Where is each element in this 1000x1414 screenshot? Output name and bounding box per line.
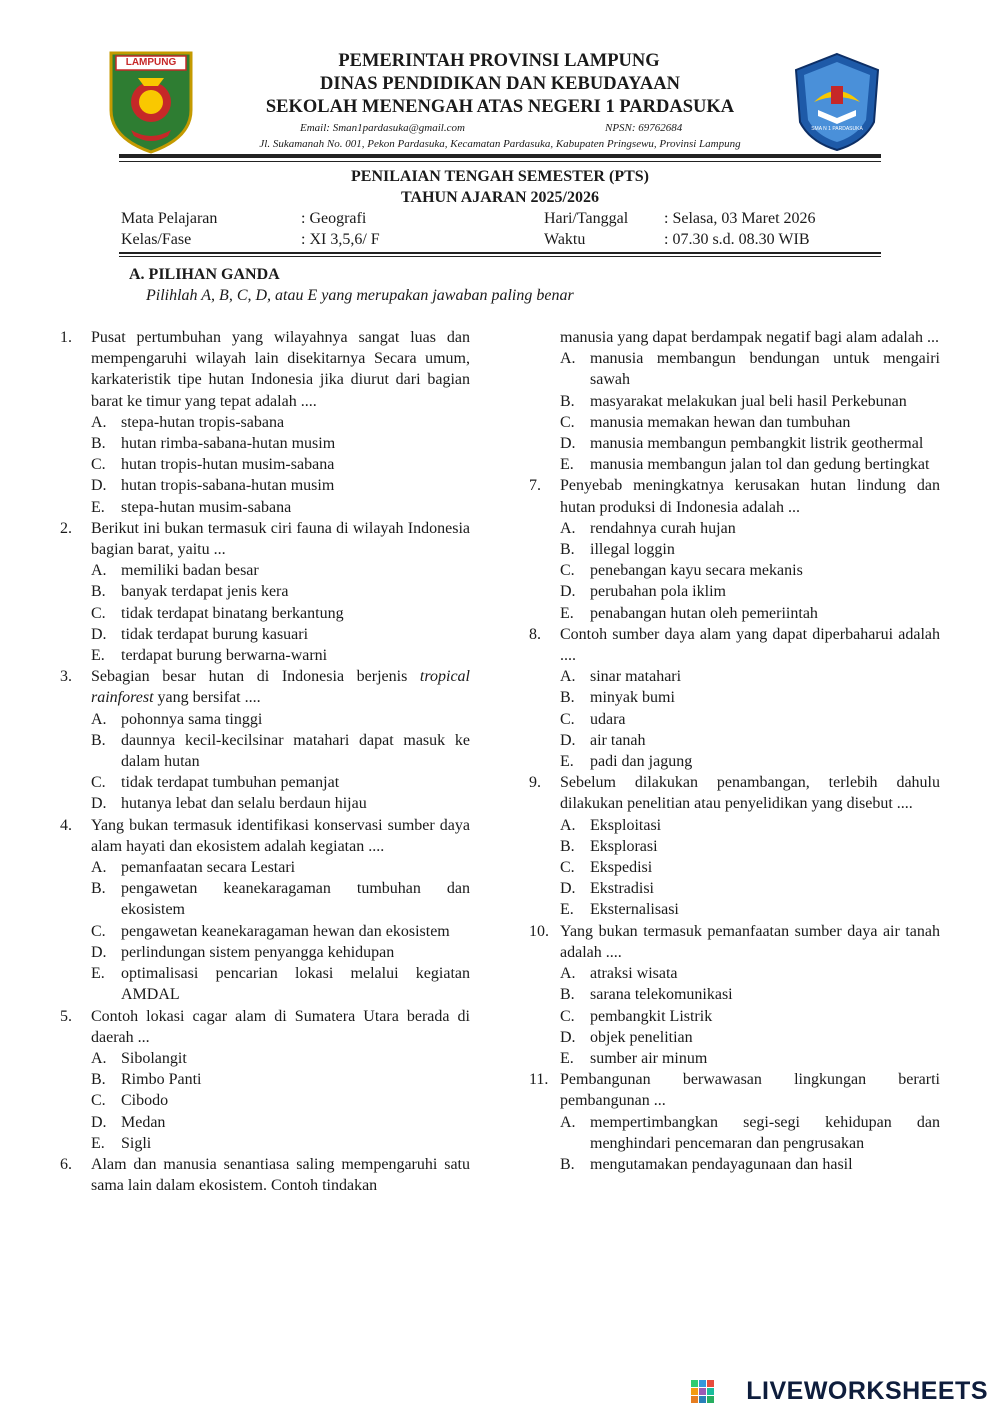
answer-option[interactable] <box>560 878 940 899</box>
option-text: manusia membangun bendungan untuk mengairi sawah <box>590 350 940 389</box>
left-question-column <box>60 327 470 1196</box>
question <box>60 327 470 518</box>
answer-option[interactable] <box>560 560 940 581</box>
option-text: penabangan hutan oleh pemeriintah <box>590 604 818 622</box>
option-text: Ekstradisi <box>590 880 654 898</box>
option-letter: A. <box>560 1113 576 1131</box>
option-text: optimalisasi pencarian lokasi melalui kegiatan AMDAL <box>121 965 470 1004</box>
option-text: Ekspedisi <box>590 859 653 877</box>
question <box>60 1154 470 1196</box>
answer-option[interactable] <box>560 1154 940 1175</box>
letterhead-npsn: NPSN: 69762684 <box>605 122 683 134</box>
option-letter: C. <box>91 774 106 792</box>
answer-option[interactable] <box>560 984 940 1005</box>
school-logo-text: SMA N 1 PARDASUKA <box>811 126 863 132</box>
answer-option[interactable] <box>91 560 470 581</box>
question-text <box>91 666 470 708</box>
answer-option[interactable] <box>560 433 940 454</box>
time-value: : 07.30 s.d. 08.30 WIB <box>664 231 810 248</box>
answer-option[interactable] <box>560 454 940 475</box>
answer-option[interactable] <box>91 433 470 454</box>
question <box>529 475 940 623</box>
option-text: penebangan kayu secara mekanis <box>590 562 803 580</box>
letterhead-address: Jl. Sukamanah No. 001, Pekon Pardasuka, Kecamatan Pardasuka, Kabupaten Pringsewu, Provinsi Lampung <box>259 138 741 150</box>
option-letter: D. <box>91 795 107 813</box>
option-text: Eksternalisasi <box>590 901 679 919</box>
option-letter: C. <box>560 859 575 877</box>
question-options <box>60 709 470 815</box>
option-letter: B. <box>560 541 575 559</box>
answer-option[interactable] <box>91 603 470 624</box>
answer-option[interactable] <box>560 687 940 708</box>
question-options <box>60 857 470 1005</box>
option-text: tidak terdapat burung kasuari <box>121 625 309 643</box>
question-options <box>60 1048 470 1154</box>
question-options <box>529 963 940 1069</box>
question-6-continuation: manusia yang dapat berdampak negatif bagi alam adalah ... <box>560 329 939 346</box>
option-letter: B. <box>91 880 106 898</box>
option-text: pohonnya sama tinggi <box>121 710 263 728</box>
right-question-column <box>529 327 940 1175</box>
question-number: 11. <box>529 1071 549 1089</box>
question-number: 3. <box>60 668 72 686</box>
right-questions <box>529 475 940 1175</box>
option-letter: A. <box>91 1049 107 1067</box>
answer-option[interactable] <box>560 666 940 687</box>
option-letter: A. <box>91 710 107 728</box>
option-letter: B. <box>560 837 575 855</box>
section-instruction: Pilihlah A, B, C, D, atau E yang merupakan jawaban paling benar <box>146 287 574 304</box>
class-label: Kelas/Fase <box>121 231 192 248</box>
question-text: Penyebab meningkatnya kerusakan hutan lindung dan hutan produksi di Indonesia adalah ... <box>560 477 940 516</box>
day-value: : Selasa, 03 Maret 2026 <box>664 210 816 227</box>
answer-option[interactable] <box>560 899 940 920</box>
option-letter: C. <box>91 1092 106 1110</box>
option-letter: A. <box>91 562 107 580</box>
answer-option[interactable] <box>560 1048 940 1069</box>
option-text: mempertimbangkan segi-segi kehidupan dan menghindari pencemaran dan pengrusakan <box>590 1113 940 1152</box>
option-text: udara <box>590 710 626 728</box>
question <box>60 666 470 814</box>
option-text: tidak terdapat tumbuhan pemanjat <box>121 774 340 792</box>
option-letter: E. <box>91 498 105 516</box>
option-letter: B. <box>560 1155 575 1173</box>
option-letter: E. <box>560 1049 574 1067</box>
option-text: Cibodo <box>121 1092 169 1110</box>
option-letter: B. <box>91 731 106 749</box>
option-text: hutan rimba-sabana-hutan musim <box>121 435 336 453</box>
option-letter: C. <box>560 413 575 431</box>
subject-label: Mata Pelajaran <box>121 210 218 227</box>
answer-option[interactable] <box>560 709 940 730</box>
section-title: A. PILIHAN GANDA <box>129 266 280 283</box>
option-text: masyarakat melakukan jual beli hasil Perkebunan <box>590 392 907 410</box>
answer-option[interactable] <box>91 942 470 963</box>
liveworksheets-brand[interactable]: LIVEWORKSHEETS <box>746 1377 988 1405</box>
question-number: 5. <box>60 1007 72 1025</box>
option-text: padi dan jagung <box>590 753 693 771</box>
option-letter: B. <box>91 583 106 601</box>
answer-option[interactable] <box>560 751 940 772</box>
option-text: objek penelitian <box>590 1028 693 1046</box>
letterhead-rule-thin <box>119 161 881 162</box>
answer-option[interactable] <box>91 963 470 1005</box>
option-letter: D. <box>91 943 107 961</box>
question-options <box>529 666 940 772</box>
option-letter: A. <box>560 350 576 368</box>
answer-option[interactable] <box>91 709 470 730</box>
exam-header-rule <box>119 252 881 254</box>
option-text: pemanfaatan secara Lestari <box>121 859 296 877</box>
question-text: Yang bukan termasuk pemanfaatan sumber daya air tanah adalah .... <box>560 922 940 961</box>
option-text: Sibolangit <box>121 1049 187 1067</box>
option-text: Medan <box>121 1113 166 1131</box>
option-text: hutanya lebat dan selalu berdaun hijau <box>121 795 367 813</box>
answer-option[interactable] <box>91 921 470 942</box>
question <box>529 772 940 920</box>
option-letter: D. <box>91 1113 107 1131</box>
question-text: Sebelum dilakukan penambangan, terlebih dahulu dilakukan penelitian atau penyelidikan yang disebut .... <box>560 774 940 813</box>
option-text: mengutamakan pendayagunaan dan hasil <box>590 1155 853 1173</box>
question-text-part: yang bersifat .... <box>153 689 261 707</box>
liveworksheets-logo-icon <box>691 1380 715 1404</box>
option-letter: D. <box>560 880 576 898</box>
option-text: manusia membangun pembangkit listrik geothermal <box>590 435 924 453</box>
option-text: illegal loggin <box>590 541 675 559</box>
option-text: hutan tropis-sabana-hutan musim <box>121 477 335 495</box>
question-6-options <box>529 348 940 475</box>
question-text: Pembangunan berwawasan lingkungan berarti pembangunan ... <box>560 1071 940 1110</box>
question-text-italic: tropical rainforest <box>91 668 470 707</box>
option-text: Eksploitasi <box>590 816 662 834</box>
option-text: memiliki badan besar <box>121 562 259 580</box>
answer-option[interactable] <box>91 497 470 518</box>
question <box>60 518 470 666</box>
option-letter: A. <box>560 519 576 537</box>
option-letter: D. <box>560 1028 576 1046</box>
answer-option[interactable] <box>91 793 470 814</box>
province-logo-text: LAMPUNG <box>125 57 177 68</box>
question-number: 1. <box>60 329 72 346</box>
answer-option[interactable] <box>91 475 470 496</box>
question-number: 7. <box>529 477 541 495</box>
question-text: Berikut ini bukan termasuk ciri fauna di wilayah Indonesia bagian barat, yaitu ... <box>91 519 470 559</box>
exam-year: TAHUN AJARAN 2025/2026 <box>401 189 599 206</box>
option-letter: E. <box>91 1134 105 1152</box>
option-text: Eksplorasi <box>590 837 658 855</box>
option-text: rendahnya curah hujan <box>590 519 736 537</box>
class-value: : XI 3,5,6/ F <box>301 231 380 248</box>
option-letter: C. <box>560 1007 575 1025</box>
option-text: banyak terdapat jenis kera <box>121 583 289 601</box>
question-options <box>529 1112 940 1176</box>
option-text: manusia membangun jalan tol dan gedung bertingkat <box>590 456 930 474</box>
answer-option[interactable] <box>91 1069 470 1090</box>
question <box>60 1006 470 1154</box>
answer-option[interactable] <box>91 1048 470 1069</box>
answer-option[interactable] <box>91 645 470 666</box>
answer-option[interactable] <box>91 772 470 793</box>
question <box>529 624 940 772</box>
question-options <box>529 815 940 921</box>
question-number: 6. <box>60 1155 72 1173</box>
option-letter: E. <box>91 647 105 665</box>
answer-option[interactable] <box>560 518 940 539</box>
option-text: stepa-hutan tropis-sabana <box>121 413 285 431</box>
option-letter: D. <box>560 583 576 601</box>
answer-option[interactable] <box>560 412 940 433</box>
answer-option[interactable] <box>91 1133 470 1154</box>
option-text: manusia memakan hewan dan tumbuhan <box>590 413 851 431</box>
option-letter: E. <box>91 965 105 983</box>
option-text: tidak terdapat binatang berkantung <box>121 604 344 622</box>
answer-option[interactable] <box>91 1090 470 1111</box>
question <box>529 1069 940 1175</box>
option-letter: C. <box>91 604 106 622</box>
option-text: atraksi wisata <box>590 965 678 983</box>
question-options <box>60 560 470 666</box>
answer-option[interactable] <box>560 581 940 602</box>
question-options <box>60 412 470 518</box>
question-text-part: Sebagian besar hutan di Indonesia berjenis <box>91 668 420 686</box>
option-text: pengawetan keanekaragaman hewan dan ekosistem <box>121 922 450 940</box>
option-letter: B. <box>91 435 106 453</box>
option-letter: E. <box>560 753 574 771</box>
option-letter: E. <box>560 604 574 622</box>
option-letter: E. <box>560 901 574 919</box>
option-letter: A. <box>560 668 576 686</box>
answer-option[interactable] <box>560 391 940 412</box>
option-text: pengawetan keanekaragaman tumbuhan dan ekosistem <box>121 880 470 919</box>
option-letter: C. <box>560 710 575 728</box>
option-letter: A. <box>560 965 576 983</box>
answer-option[interactable] <box>91 1112 470 1133</box>
exam-title: PENILAIAN TENGAH SEMESTER (PTS) <box>351 168 649 185</box>
answer-option[interactable] <box>91 878 470 920</box>
option-letter: B. <box>560 986 575 1004</box>
letterhead-school: SEKOLAH MENENGAH ATAS NEGERI 1 PARDASUKA <box>265 97 735 117</box>
question-text: Alam dan manusia senantiasa saling mempengaruhi satu sama lain dalam ekosistem. Contoh tindakan <box>91 1155 470 1195</box>
option-text: air tanah <box>590 731 646 749</box>
answer-option[interactable] <box>91 581 470 602</box>
option-letter: A. <box>560 816 576 834</box>
option-letter: B. <box>91 1071 106 1089</box>
option-text: perubahan pola iklim <box>590 583 726 601</box>
question-options <box>529 518 940 624</box>
question-number: 10. <box>529 922 549 940</box>
answer-option[interactable] <box>560 836 940 857</box>
option-letter: D. <box>91 477 107 495</box>
option-letter: A. <box>91 413 107 431</box>
answer-option[interactable] <box>91 730 470 772</box>
letterhead-government: PEMERINTAH PROVINSI LAMPUNG <box>338 51 660 71</box>
answer-option[interactable] <box>560 1027 940 1048</box>
question-text: Pusat pertumbuhan yang wilayahnya sangat luas dan mempengaruhi wilayah lain disekitarnya Secara umum, karkateristik tipe hutan Indonesia jika diurut dari bagian barat ke timur yang tepat adalah .... <box>91 329 470 410</box>
option-text: Sigli <box>121 1134 152 1152</box>
question-number: 9. <box>529 774 541 792</box>
option-text: terdapat burung berwarna-warni <box>121 647 328 665</box>
answer-option[interactable] <box>91 624 470 645</box>
option-text: daunnya kecil-kecilsinar matahari dapat masuk ke dalam hutan <box>121 731 470 771</box>
answer-option[interactable] <box>91 454 470 475</box>
answer-option[interactable] <box>560 603 940 624</box>
question-text: Contoh lokasi cagar alam di Sumatera Utara berada di daerah ... <box>91 1007 470 1046</box>
option-letter: A. <box>91 859 107 877</box>
option-letter: B. <box>560 392 575 410</box>
option-letter: D. <box>560 731 576 749</box>
answer-option[interactable] <box>560 1006 940 1027</box>
question-number: 8. <box>529 625 541 643</box>
answer-option[interactable] <box>560 539 940 560</box>
option-text: sinar matahari <box>590 668 682 686</box>
answer-option[interactable] <box>560 857 940 878</box>
option-letter: C. <box>91 456 106 474</box>
letterhead-rule-thick <box>119 154 881 158</box>
day-label: Hari/Tanggal <box>544 210 629 227</box>
letterhead-email: Email: Sman1pardasuka@gmail.com <box>300 122 465 134</box>
option-letter: D. <box>560 435 576 453</box>
option-text: pembangkit Listrik <box>590 1007 713 1025</box>
exam-header-rule-thin <box>119 256 881 257</box>
option-text: minyak bumi <box>590 689 675 707</box>
question-number: 2. <box>60 519 72 537</box>
option-text: sarana telekomunikasi <box>590 986 733 1004</box>
time-label: Waktu <box>544 231 586 248</box>
answer-option[interactable] <box>560 730 940 751</box>
question <box>60 815 470 1006</box>
option-text: stepa-hutan musim-sabana <box>121 498 292 516</box>
option-text: hutan tropis-hutan musim-sabana <box>121 456 335 474</box>
option-text: Rimbo Panti <box>121 1071 202 1089</box>
option-text: perlindungan sistem penyangga kehidupan <box>121 943 395 961</box>
answer-option[interactable] <box>560 1112 940 1154</box>
answer-option[interactable] <box>91 857 470 878</box>
option-text: sumber air minum <box>590 1049 708 1067</box>
option-letter: C. <box>560 562 575 580</box>
option-letter: C. <box>91 922 106 940</box>
option-letter: B. <box>560 689 575 707</box>
option-letter: E. <box>560 456 574 474</box>
answer-option[interactable] <box>560 963 940 984</box>
letterhead-department: DINAS PENDIDIKAN DAN KEBUDAYAAN <box>320 74 680 94</box>
answer-option[interactable] <box>91 412 470 433</box>
question-number: 4. <box>60 816 72 834</box>
option-letter: D. <box>91 625 107 643</box>
answer-option[interactable] <box>560 348 940 390</box>
subject-value: : Geografi <box>301 210 367 227</box>
question-text: Contoh sumber daya alam yang dapat diperbaharui adalah .... <box>560 625 940 665</box>
answer-option[interactable] <box>560 815 940 836</box>
question <box>529 921 940 1069</box>
question-text: Yang bukan termasuk identifikasi konservasi sumber daya alam hayati dan ekosistem adalah kegiatan .... <box>91 816 470 855</box>
